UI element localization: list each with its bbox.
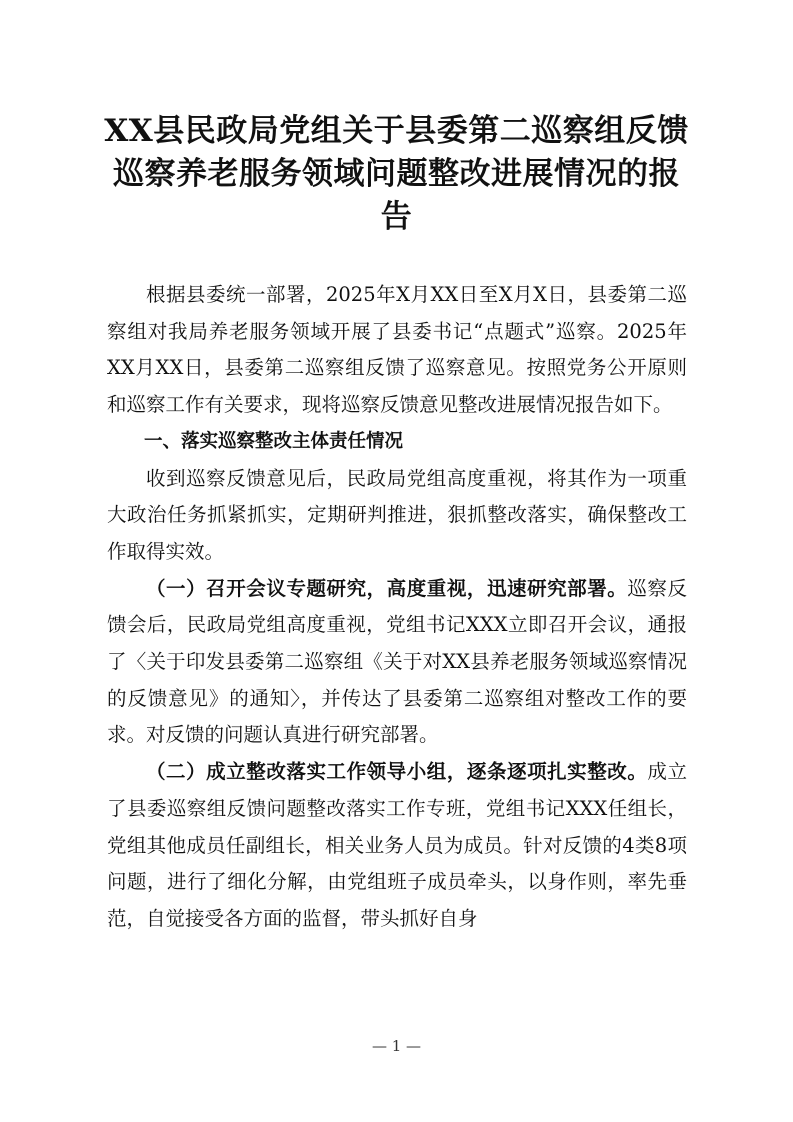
document-title: XX县民政局党组关于县委第二巡察组反馈巡察养老服务领域问题整改进展情况的报告 (104, 113, 689, 235)
page-number: — 1 — (371, 1037, 422, 1055)
body-paragraph-2: 收到巡察反馈意见后，民政局党组高度重视，将其作为一项重大政治任务抓紧抓实，定期研判推进，狠抓整改落实，确保整改工作取得实效。 (107, 466, 687, 563)
paragraph-4-text: 成立了县委巡察组反馈问题整改落实工作专班，党组书记XXX任组长，党组其他成员任副组长，相关业务人员为成员。针对反馈的4类8项问题，进行了细化分解，由党组班子成员牵头，以身作则，率先垂范，自觉接受各方面的监督，带头抓好自身 (107, 760, 687, 930)
section-heading-1: 一、落实巡察整改主体责任情况 (144, 430, 404, 452)
body-paragraph-3 (107, 571, 687, 755)
paragraph-3-text: 巡察反馈会后，民政局党组高度重视，党组书记XXX立即召开会议，通报了〈关于印发县委第二巡察组《关于对XX县养老服务领域巡察情况的反馈意见》的通知〉，并传达了县委第二巡察组对整改工作的要求。对反馈的问题认真进行研究部署。 (107, 576, 687, 747)
body-paragraph-4 (107, 754, 687, 938)
document-body (107, 277, 687, 938)
subheading-2: （二）成立整改落实工作领导小组，逐条逐项扎实整改。 (146, 760, 648, 784)
intro-paragraph: 根据县委统一部署，2025年X月XX日至X月X日，县委第二巡察组对我局养老服务领域开展了县委书记“点题式”巡察。2025年XX月XX日，县委第二巡察组反馈了巡察意见。按照党务公开原则和巡察工作有关要求，现将巡察反馈意见整改进展情况报告如下。 (107, 283, 687, 417)
subheading-1: （一）召开会议专题研究，高度重视，迅速研究部署。 (146, 576, 628, 600)
